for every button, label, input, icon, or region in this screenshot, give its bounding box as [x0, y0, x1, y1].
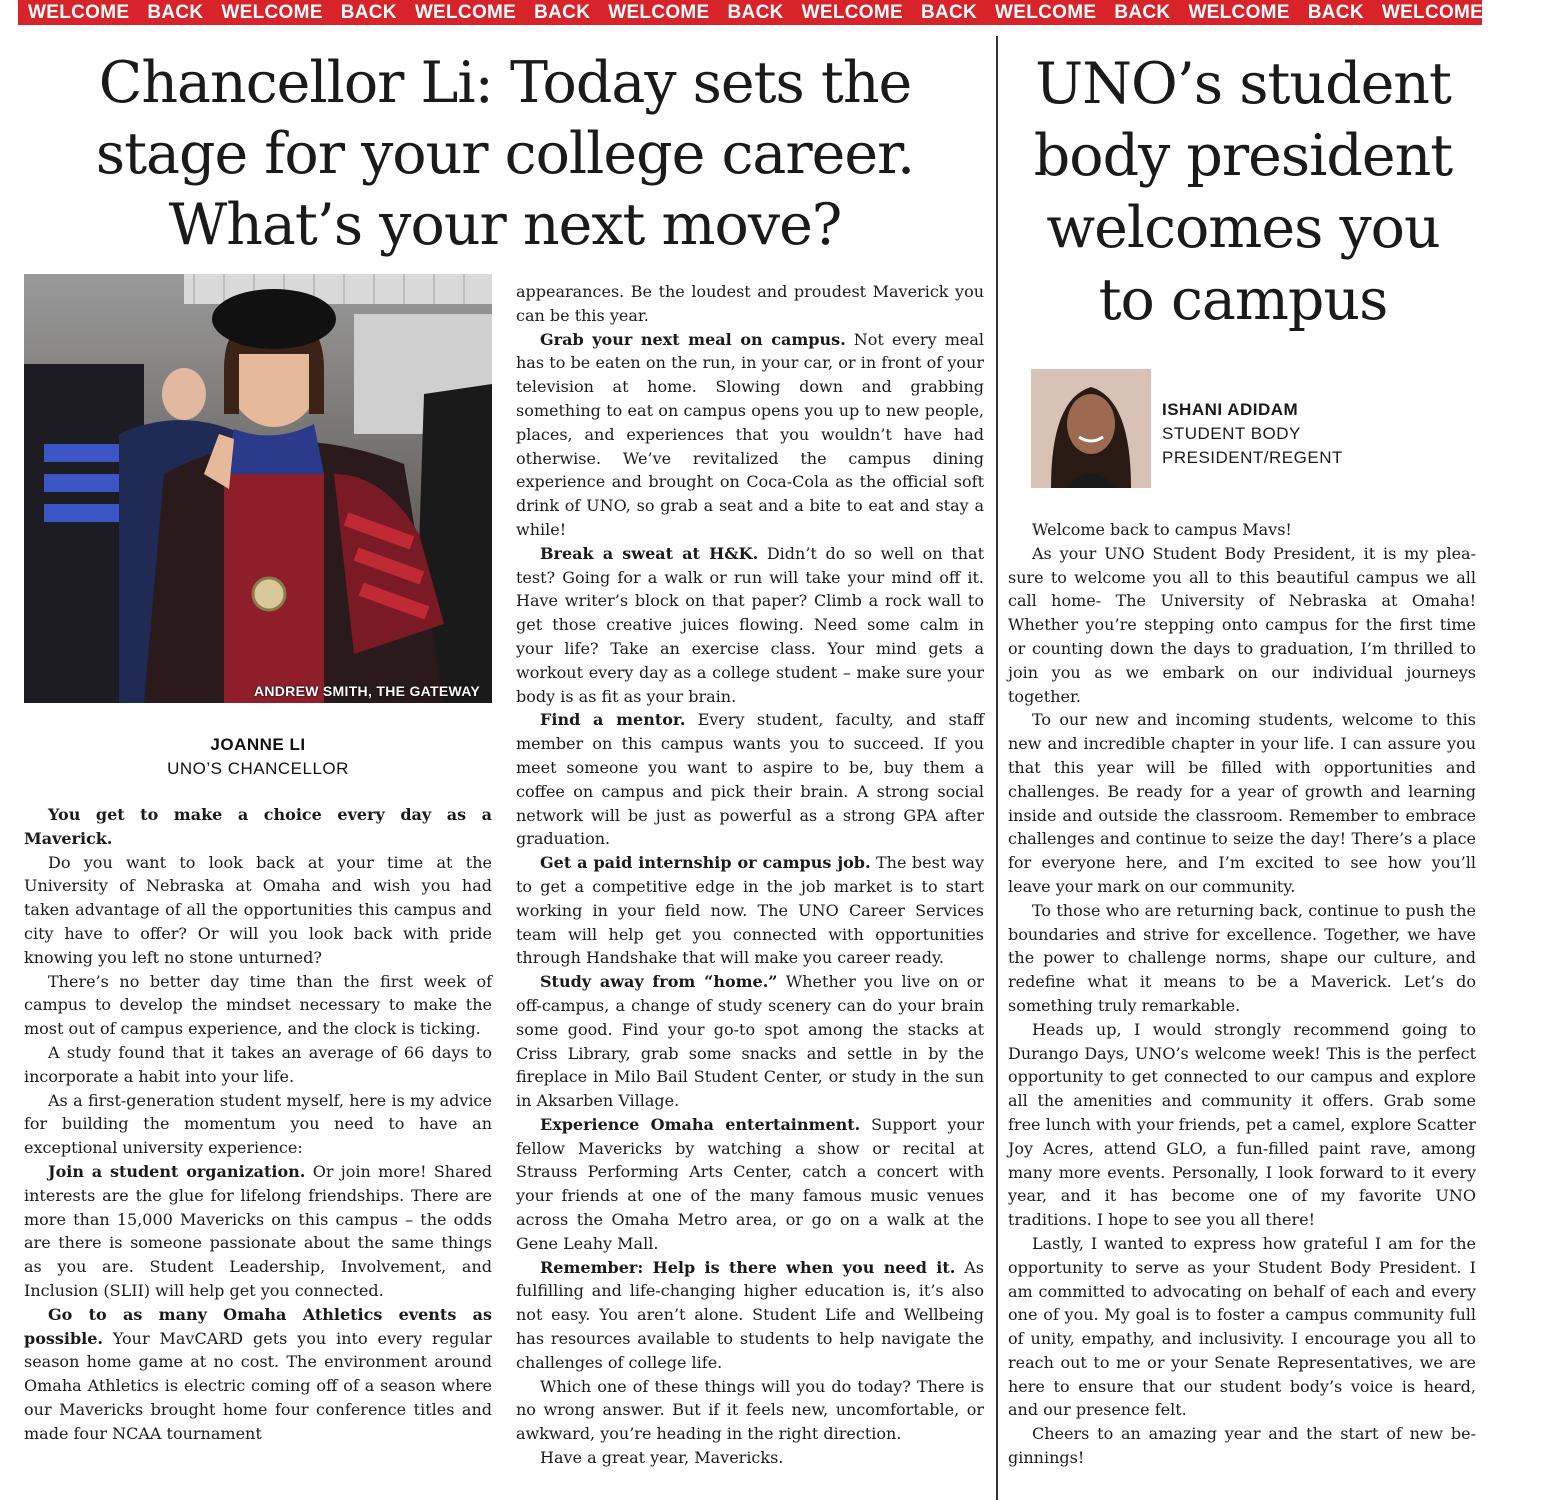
paragraph-text: Didn’t do so well on that test? Going for a walk or run will take your mind off it. Have writer’s block on that paper? Climb a rock wall to get those creative juices flowing. Need some calm in your life? Take an exercise class. Your mind gets a workout every day as a college student – make sure your body is as fit as your brain.: [516, 543, 985, 706]
article-paragraph: [24, 970, 492, 1041]
paragraph-lead: Go to as many Omaha Athletics events as possible.: [24, 1304, 492, 1348]
banner-word: BACK: [534, 2, 591, 23]
headline-line: Chancellor Li: Today sets the: [98, 50, 912, 116]
article-paragraph: To our new and incoming students, welcome to this new and incredible chapter in your life. I can assure you that this year will be filled with opportunities and challenges. Be ready for a year of growth and learning inside and outside the classroom. Remember to embrace challenges and continue to seize the day! There’s a place for everyone here, and I’m excited to see how you’ll leave your mark on our community.: [1008, 710, 1476, 896]
author-title: STUDENT BODY PRESIDENT/REGENT: [1162, 424, 1343, 467]
paragraph-lead: Join a student organization.: [48, 1161, 306, 1181]
banner-word: WELCOME: [995, 2, 1097, 23]
author-name: JOANNE LI: [210, 735, 306, 754]
headline-line: What’s your next move?: [168, 192, 842, 258]
paragraph-lead: Study away from “home.”: [540, 972, 778, 992]
welcome-back-banner: [18, 0, 1558, 25]
banner-word: WELCOME: [801, 2, 903, 23]
author-title: UNO’S CHANCELLOR: [167, 759, 349, 778]
paragraph-text: Your MavCARD gets you into every regular season home game at no cost. The environment around Omaha Athletics is electric coming off of a season where our Mavericks brought home four conference titles and made four NCAA tournament: [24, 1328, 492, 1443]
headline-line: welcomes you: [1046, 195, 1440, 261]
paragraph-lead: You get to make a choice every day as a Maverick.: [24, 805, 492, 848]
article-paragraph: [516, 328, 984, 542]
paragraph-text: Not every meal has to be eaten on the run, in your car, or in front of your television at home. Slowing down and grabbing something to eat on campus opens you up to new people, places, and experiences that you wouldn’t have had otherwise. We’ve revitalized the campus dining experience and brought on Coca-Cola as the official soft drink of UNO, so grab a seat and a bite to eat and stay a while!: [516, 329, 985, 539]
banner-word: WELCOME: [221, 2, 323, 23]
paragraph-text: As fulfilling and life-changing higher education is, it’s also not easy. You aren’t alone. Student Life and Wellbeing has resources available to students to help navigate the challenges of college life.: [516, 1257, 984, 1372]
banner-word: WELCOME: [1381, 2, 1484, 23]
paragraph-text: There’s no better day time than the first week of campus to develop the mindset necessary to make the most out of campus experience, and the clock is ticking.: [24, 971, 492, 1039]
chancellor-byline: [24, 733, 492, 781]
banner-word: WELCOME: [28, 2, 130, 23]
banner-word: BACK: [147, 2, 204, 23]
column-divider: [996, 36, 998, 1500]
paragraph-lead: Get a paid internship or campus job.: [540, 853, 871, 873]
banner-word: WELCOME: [608, 2, 710, 23]
headline-line: stage for your college career.: [95, 121, 915, 187]
paragraph-lead: Break a sweat at H&K.: [540, 543, 759, 563]
president-headshot: [1031, 369, 1151, 488]
banner-word: BACK: [1501, 2, 1558, 23]
chancellor-article-column-2: [516, 280, 984, 1470]
article-paragraph: Welcome back to campus Mavs!: [1032, 520, 1292, 539]
article-paragraph: [516, 970, 984, 1113]
banner-word: BACK: [1307, 2, 1364, 23]
article-paragraph: [516, 1256, 984, 1375]
article-paragraph: [516, 851, 984, 970]
paragraph-text: Every student, faculty, and staff member on this campus wants you to succeed. If you meet someone you want to aspire to be, buy them a coffee on campus and pick their brain. A strong social network will be just as powerful as a strong GPA after graduation.: [516, 710, 984, 849]
article-paragraph: Cheers to an amazing year and the start of new beginnings!: [1008, 1424, 1476, 1468]
article-paragraph: [516, 280, 984, 328]
headline-line: to campus: [1098, 267, 1388, 333]
chancellor-headline: [20, 48, 990, 261]
banner-word: WELCOME: [414, 2, 517, 23]
paragraph-text: The best way to get a competitive edge in the job market is to start working in your field now. The UNO Career Services team will help get you connected with opportunities through Handshake that will make you career ready.: [516, 853, 985, 968]
headshot-illustration: [1031, 369, 1151, 488]
paragraph-text: appearances. Be the loudest and proudest Maverick you can be this year.: [516, 282, 984, 325]
article-paragraph: [24, 851, 492, 970]
banner-word: BACK: [920, 2, 978, 23]
paragraph-text: Which one of these things will you do today? There is no wrong answer. But if it feels new, uncomfortable, or awkward, you’re heading in the right direction.: [516, 1376, 984, 1444]
banner-word: BACK: [1114, 2, 1171, 23]
article-paragraph: [516, 708, 984, 851]
headline-line: UNO’s student: [1035, 51, 1451, 117]
article-paragraph: Lastly, I wanted to express how grateful I am for the opportunity to serve as your Student Body President. I am committed to advocating on behalf of each and every one of you. My goal is to foster a campus community full of unity, empathy, and inclusivity. I encourage you all to reach out to me or your Senate Representatives, we are here to ensure that our student body’s voice is heard, and our presence felt.: [1008, 1233, 1476, 1420]
article-paragraph: [24, 1160, 492, 1303]
banner-word: BACK: [727, 2, 784, 23]
article-paragraph: [516, 542, 984, 709]
paragraph-lead: Remember: Help is there when you need it.: [540, 1257, 956, 1277]
article-paragraph: To those who are returning back, continue to push the boundaries and strive for excellence. Together, we have the power to challenge norms, shape our culture, and redefine what it means to be a Maverick. Let’s do something truly remarkable.: [1008, 900, 1476, 1015]
president-byline: [1162, 398, 1372, 470]
paragraph-lead: Find a mentor.: [540, 710, 686, 730]
article-paragraph: [516, 1375, 984, 1446]
article-paragraph: As your UNO Student Body President, it is my pleasure to welcome you all to this beautiful campus we all call home- The University of Nebraska at Omaha! Whether you’re stepping onto campus for the first time or counting down the days to graduation, I’m thrilled to join you as we embark on our individual journeys together.: [1008, 543, 1476, 706]
photo-credit: ANDREW SMITH, THE GATEWAY: [253, 683, 480, 699]
chancellor-article-column-1: [24, 803, 492, 1446]
paragraph-text: Or join more! Shared interests are the glue for lifelong friendships. There are more than 15,000 Mavericks on this campus – the odds are there is someone passionate about the same things as you are. Student Leadership, Involvement, and Inclusion (SLII) will help get you connected.: [24, 1161, 493, 1300]
author-name: ISHANI ADIDAM: [1162, 400, 1299, 419]
paragraph-text: Whether you live on or off-campus, a change of study scenery can do your brain some good. Find your go-to spot among the stacks at Criss Library, grab some snacks and settle in by the fireplace in Milo Bail Student Center, or study in the sun in Aksarben Village.: [516, 972, 984, 1111]
headline-line: body president: [1033, 123, 1453, 189]
president-headline: [1003, 48, 1483, 336]
paragraph-lead: Grab your next meal on campus.: [540, 329, 846, 349]
article-paragraph: [516, 1113, 984, 1256]
paragraph-text: Support your fellow Mavericks by watching a show or recital at Strauss Performing Arts Center, catch a concert with your friends at one of the many famous music venues across the Omaha Metro area, or go on a walk at the Gene Leahy Mall.: [516, 1114, 984, 1253]
article-paragraph: [24, 1089, 492, 1160]
banner-word: BACK: [340, 2, 397, 23]
chancellor-photo: [24, 274, 492, 703]
article-paragraph: [24, 803, 492, 851]
paragraph-text: Have a great year, Mavericks.: [540, 1448, 784, 1468]
paragraph-lead: Experience Omaha entertainment.: [540, 1114, 861, 1134]
paragraph-text: As a first-generation student myself, here is my advice for building the momentum you need to have an exceptional university experience:: [24, 1090, 492, 1158]
article-paragraph: [24, 1303, 492, 1446]
paragraph-text: A study found that it takes an average of 66 days to incorporate a habit into your life.: [24, 1042, 492, 1086]
banner-word: WELCOME: [1188, 2, 1290, 23]
paragraph-text: Do you want to look back at your time at the University of Nebraska at Omaha and wish you had taken advantage of all the opportunities this campus and city have to offer? Or will you look back with pride knowing you left no stone unturned?: [24, 852, 492, 967]
article-paragraph: Heads up, I would strongly recommend going to Durango Days, UNO’s welcome week! This is the perfect opportunity to get connected to our campus and explore all the amenities and community it offers. Grab some free lunch with your friends, pet a camel, explore Scatter Joy Acres, attend GLO, a fun-filled paint rave, among many more events. Personally, I look forward to it every year, and it has become one of my favorite UNO traditions. I hope to see you all there!: [1008, 1019, 1476, 1230]
commencement-illustration: [24, 274, 492, 703]
article-paragraph: [24, 1041, 492, 1089]
president-article-column: [1008, 518, 1476, 1470]
article-paragraph: [516, 1446, 984, 1470]
